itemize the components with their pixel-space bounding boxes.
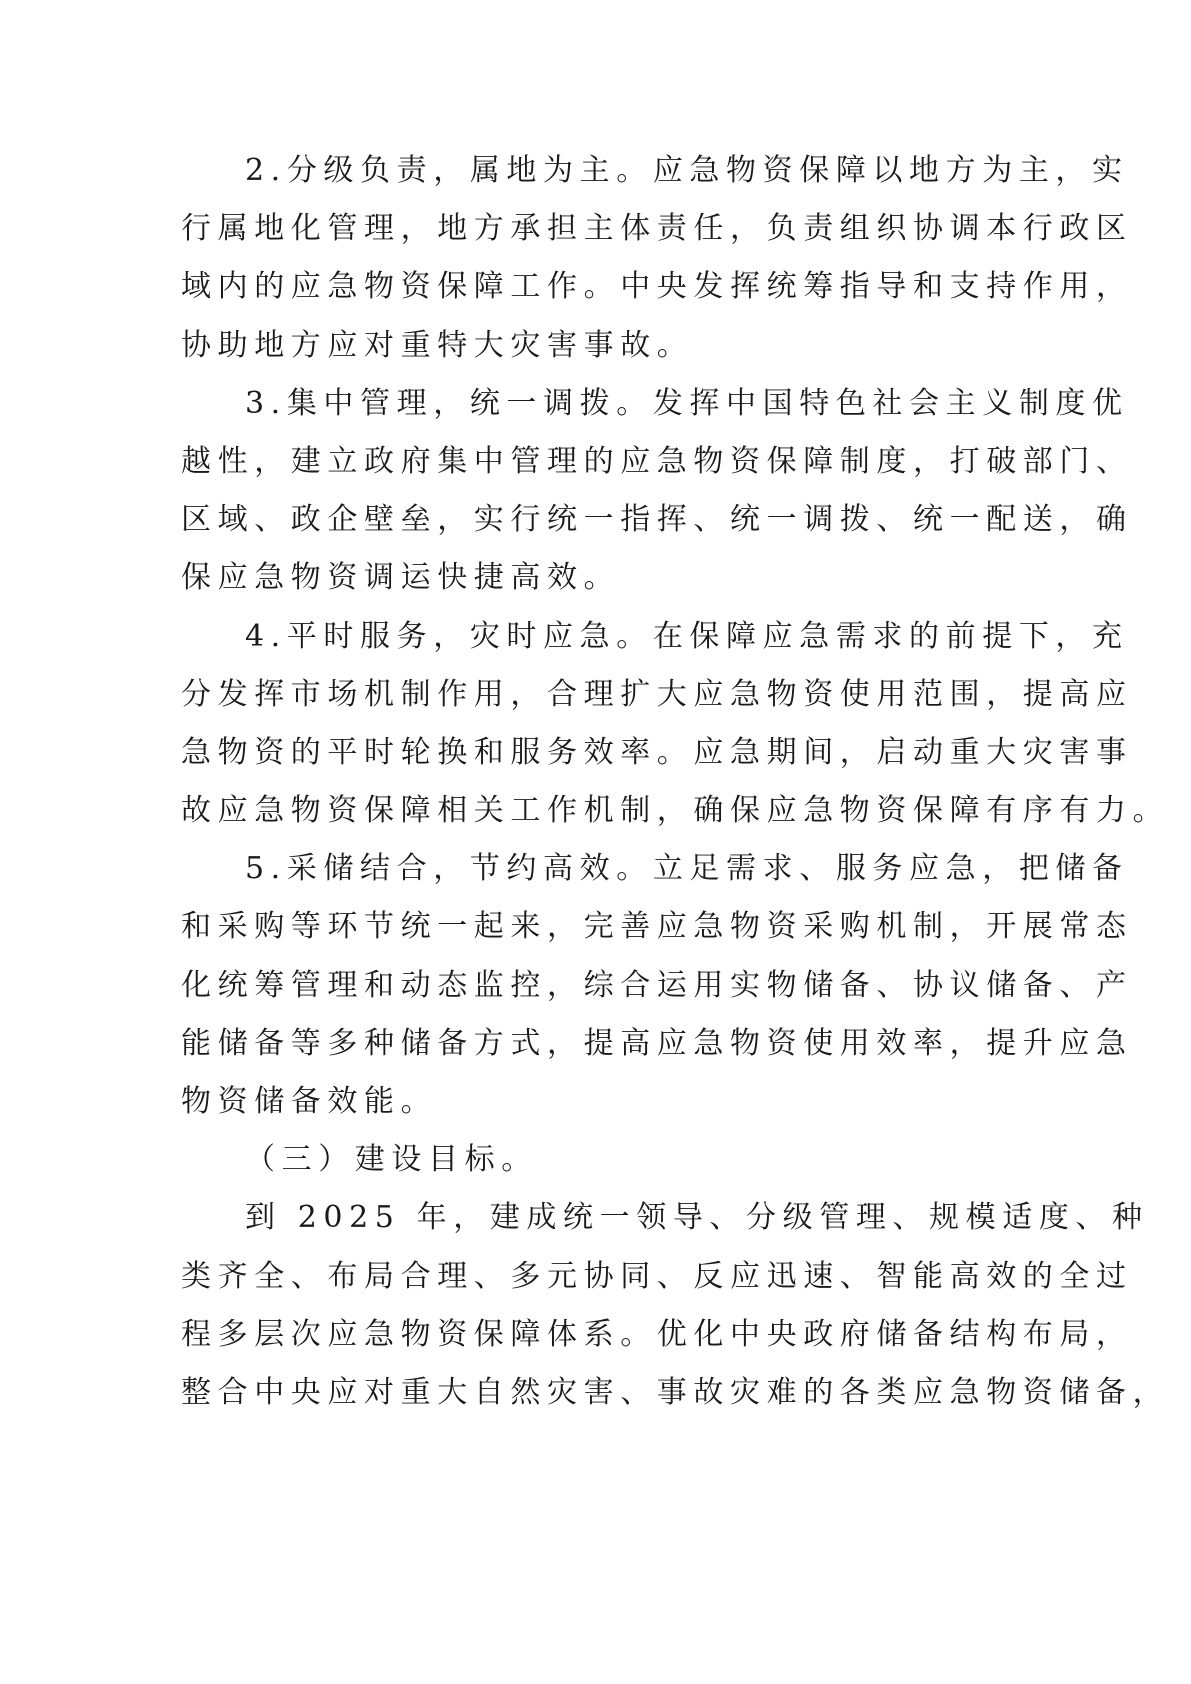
text-line: 急物资的平时轮换和服务效率。应急期间，启动重大灾害事 [181,734,1133,770]
text-line: 3.集中管理，统一调拨。发挥中国特色社会主义制度优 [245,385,1129,421]
text-line: 2.分级负责，属地为主。应急物资保障以地方为主，实 [245,153,1129,188]
text-line: 到 2025 年，建成统一领导、分级管理、规模适度、种 [245,1200,1149,1236]
document-body [181,142,1170,1422]
text-line: （三）建设目标。 [245,1142,538,1178]
text-line: 5.采储结合，节约高效。立足需求、服务应急，把储备 [245,851,1129,887]
text-line: 能储备等多种储备方式，提高应急物资使用效率，提升应急 [181,1025,1133,1061]
text-line: 分发挥市场机制作用，合理扩大应急物资使用范围，提高应 [181,676,1133,712]
text-line: 协助地方应对重特大灾害事故。 [181,327,694,363]
text-line: 越性，建立政府集中管理的应急物资保障制度，打破部门、 [181,443,1133,479]
text-line: 故应急物资保障相关工作机制，确保应急物资保障有序有力。 [181,793,1170,829]
text-line: 区域、政企壁垒，实行统一指挥、统一调拨、统一配送，确 [181,502,1133,538]
text-line: 类齐全、布局合理、多元协同、反应迅速、智能高效的全过 [181,1258,1133,1294]
text-line: 程多层次应急物资保障体系。优化中央政府储备结构布局， [181,1316,1133,1352]
text-line: 化统筹管理和动态监控，综合运用实物储备、协议储备、产 [181,967,1133,1003]
text-line: 域内的应急物资保障工作。中央发挥统筹指导和支持作用， [181,269,1133,305]
text-line: 行属地化管理，地方承担主体责任，负责组织协调本行政区 [181,211,1133,247]
text-line: 和采购等环节统一起来，完善应急物资采购机制，开展常态 [181,909,1133,945]
text-line: 整合中央应对重大自然灾害、事故灾难的各类应急物资储备， [181,1374,1170,1410]
text-line: 物资储备效能。 [181,1084,438,1119]
text-line: 4.平时服务，灾时应急。在保障应急需求的前提下，充 [245,618,1129,654]
text-line: 保应急物资调运快捷高效。 [181,560,621,596]
